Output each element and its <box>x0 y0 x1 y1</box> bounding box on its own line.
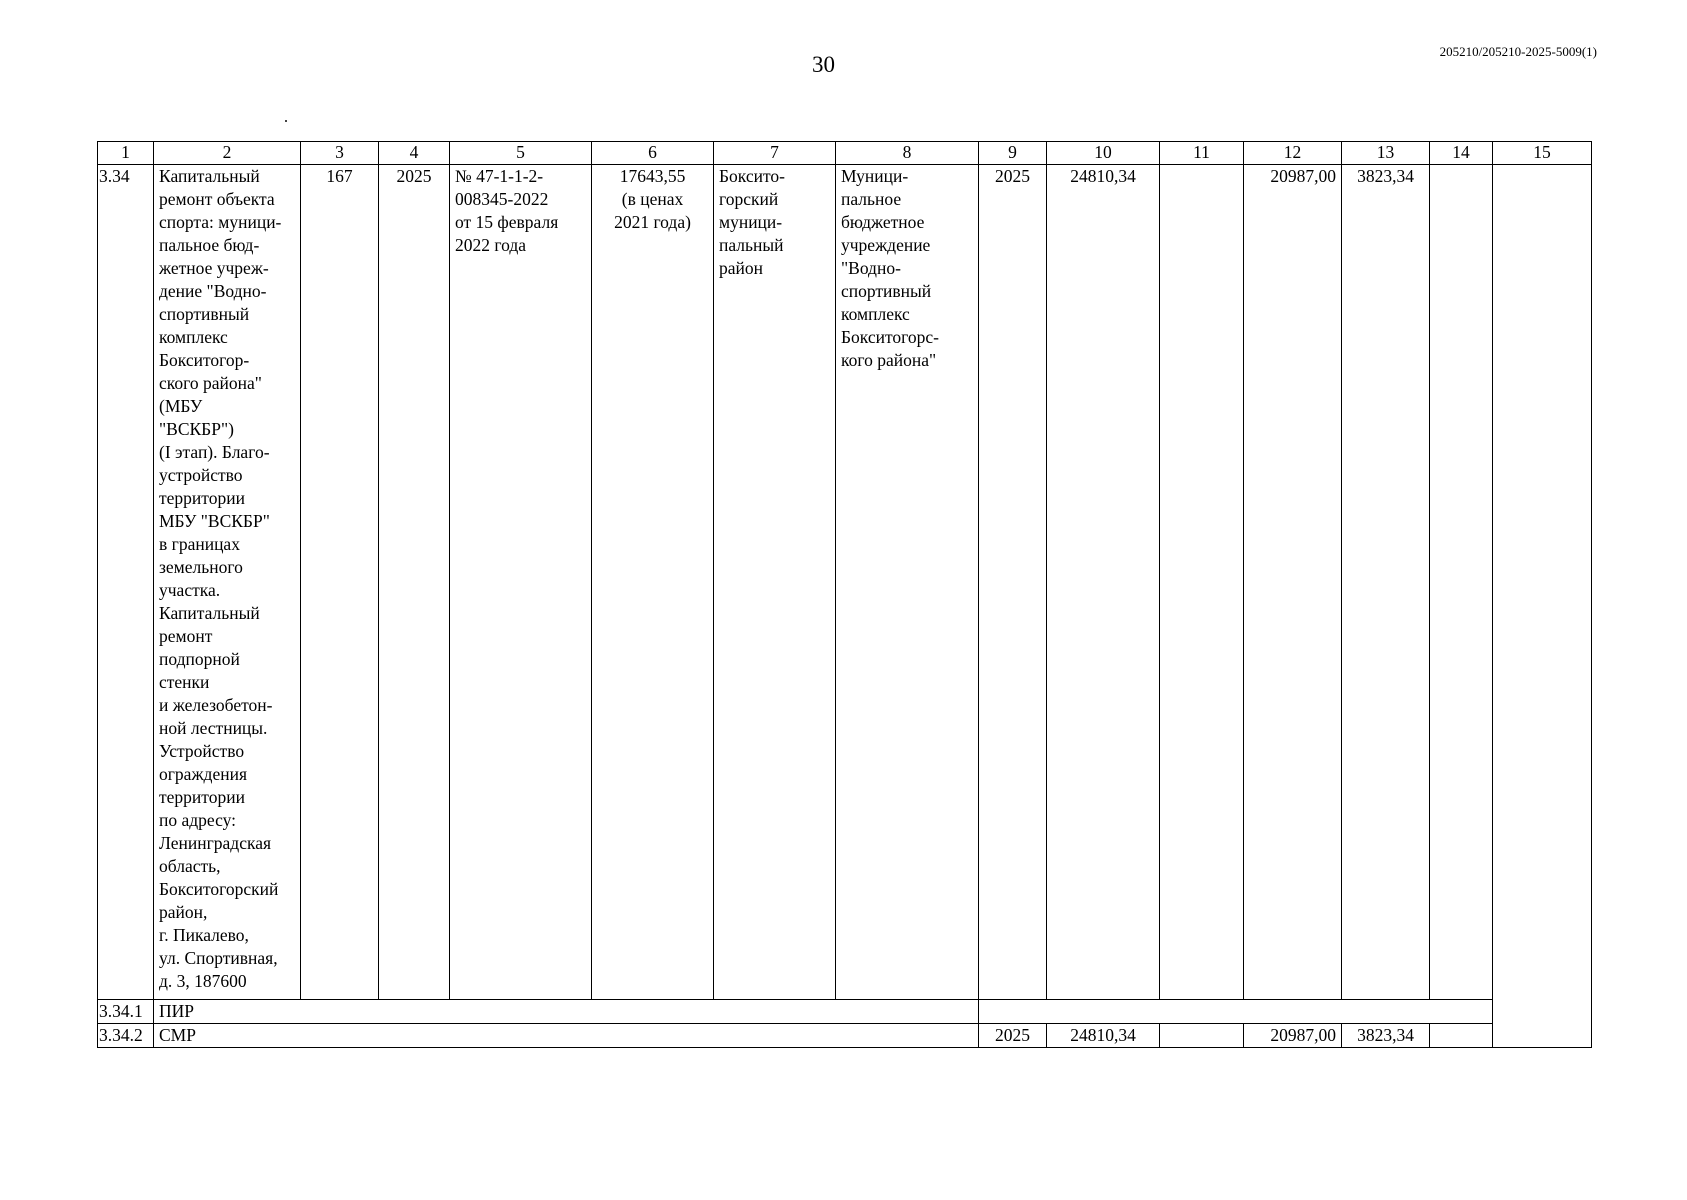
header-cell: 9 <box>979 142 1047 165</box>
cell-15 <box>1493 165 1592 1048</box>
row-label: СМР <box>154 1024 979 1048</box>
table-row <box>98 165 1592 1000</box>
header-cell: 14 <box>1430 142 1493 165</box>
table-row <box>98 1000 1592 1024</box>
empty-cell <box>979 1000 1493 1024</box>
cell-12: 20987,00 <box>1244 1024 1342 1048</box>
header-cell: 8 <box>836 142 979 165</box>
header-cell: 15 <box>1493 142 1592 165</box>
header-cell: 6 <box>592 142 714 165</box>
page-number: 30 <box>812 52 835 77</box>
header-cell: 1 <box>98 142 154 165</box>
header-cell: 4 <box>379 142 450 165</box>
estimated-cost: 17643,55 (в ценах 2021 года) <box>592 165 714 1000</box>
header-cell: 13 <box>1342 142 1430 165</box>
row-label: ПИР <box>154 1000 979 1024</box>
investment-table <box>97 141 1592 1048</box>
header-cell: 3 <box>301 142 379 165</box>
table-row <box>98 1024 1592 1048</box>
cell-14 <box>1430 165 1493 1000</box>
row-number: 3.34 <box>98 165 154 1000</box>
header-cell: 12 <box>1244 142 1342 165</box>
row-number: 3.34.1 <box>98 1000 154 1024</box>
header-cell: 10 <box>1047 142 1160 165</box>
cell-9: 2025 <box>979 1024 1047 1048</box>
row-number: 3.34.2 <box>98 1024 154 1048</box>
cell-12: 20987,00 <box>1244 165 1342 1000</box>
scan-speck <box>285 120 287 122</box>
header-row <box>98 142 1592 165</box>
expertise-document: № 47-1-1-2- 008345-2022 от 15 февраля 2022 года <box>450 165 592 1000</box>
cell-13: 3823,34 <box>1342 165 1430 1000</box>
cell-10: 24810,34 <box>1047 165 1160 1000</box>
customer: Муници- пальное бюджетное учреждение "Водно- спортивный комплекс Бокситогорс- кого района" <box>836 165 979 1000</box>
object-name: Капитальный ремонт объекта спорта: муници- пальное бюд- жетное учреж- дение "Водно- спортивный комплекс Бокситогор- ского района" (МБУ "ВСКБР") (I этап). Благо- устройство территории МБУ "ВСКБР" в границах земельного участка. Капитальный ремонт подпорной стенки и железобетон- ной лестницы. Устройство ограждения территории по адресу: Ленинградская область, Бокситогорский район, г. Пикалево, ул. Спортивная, д. 3, 187600 <box>154 165 301 1000</box>
header-cell: 11 <box>1160 142 1244 165</box>
document-id: 205210/205210-2025-5009(1) <box>1439 44 1597 59</box>
header-cell: 7 <box>714 142 836 165</box>
header-cell: 5 <box>450 142 592 165</box>
cell-3: 167 <box>301 165 379 1000</box>
municipality: Боксито- горский муници- пальный район <box>714 165 836 1000</box>
cell-9: 2025 <box>979 165 1047 1000</box>
cell-10: 24810,34 <box>1047 1024 1160 1048</box>
cell-13: 3823,34 <box>1342 1024 1430 1048</box>
cell-14 <box>1430 1024 1493 1048</box>
cell-4: 2025 <box>379 165 450 1000</box>
cell-11 <box>1160 1024 1244 1048</box>
header-cell: 2 <box>154 142 301 165</box>
cell-11 <box>1160 165 1244 1000</box>
